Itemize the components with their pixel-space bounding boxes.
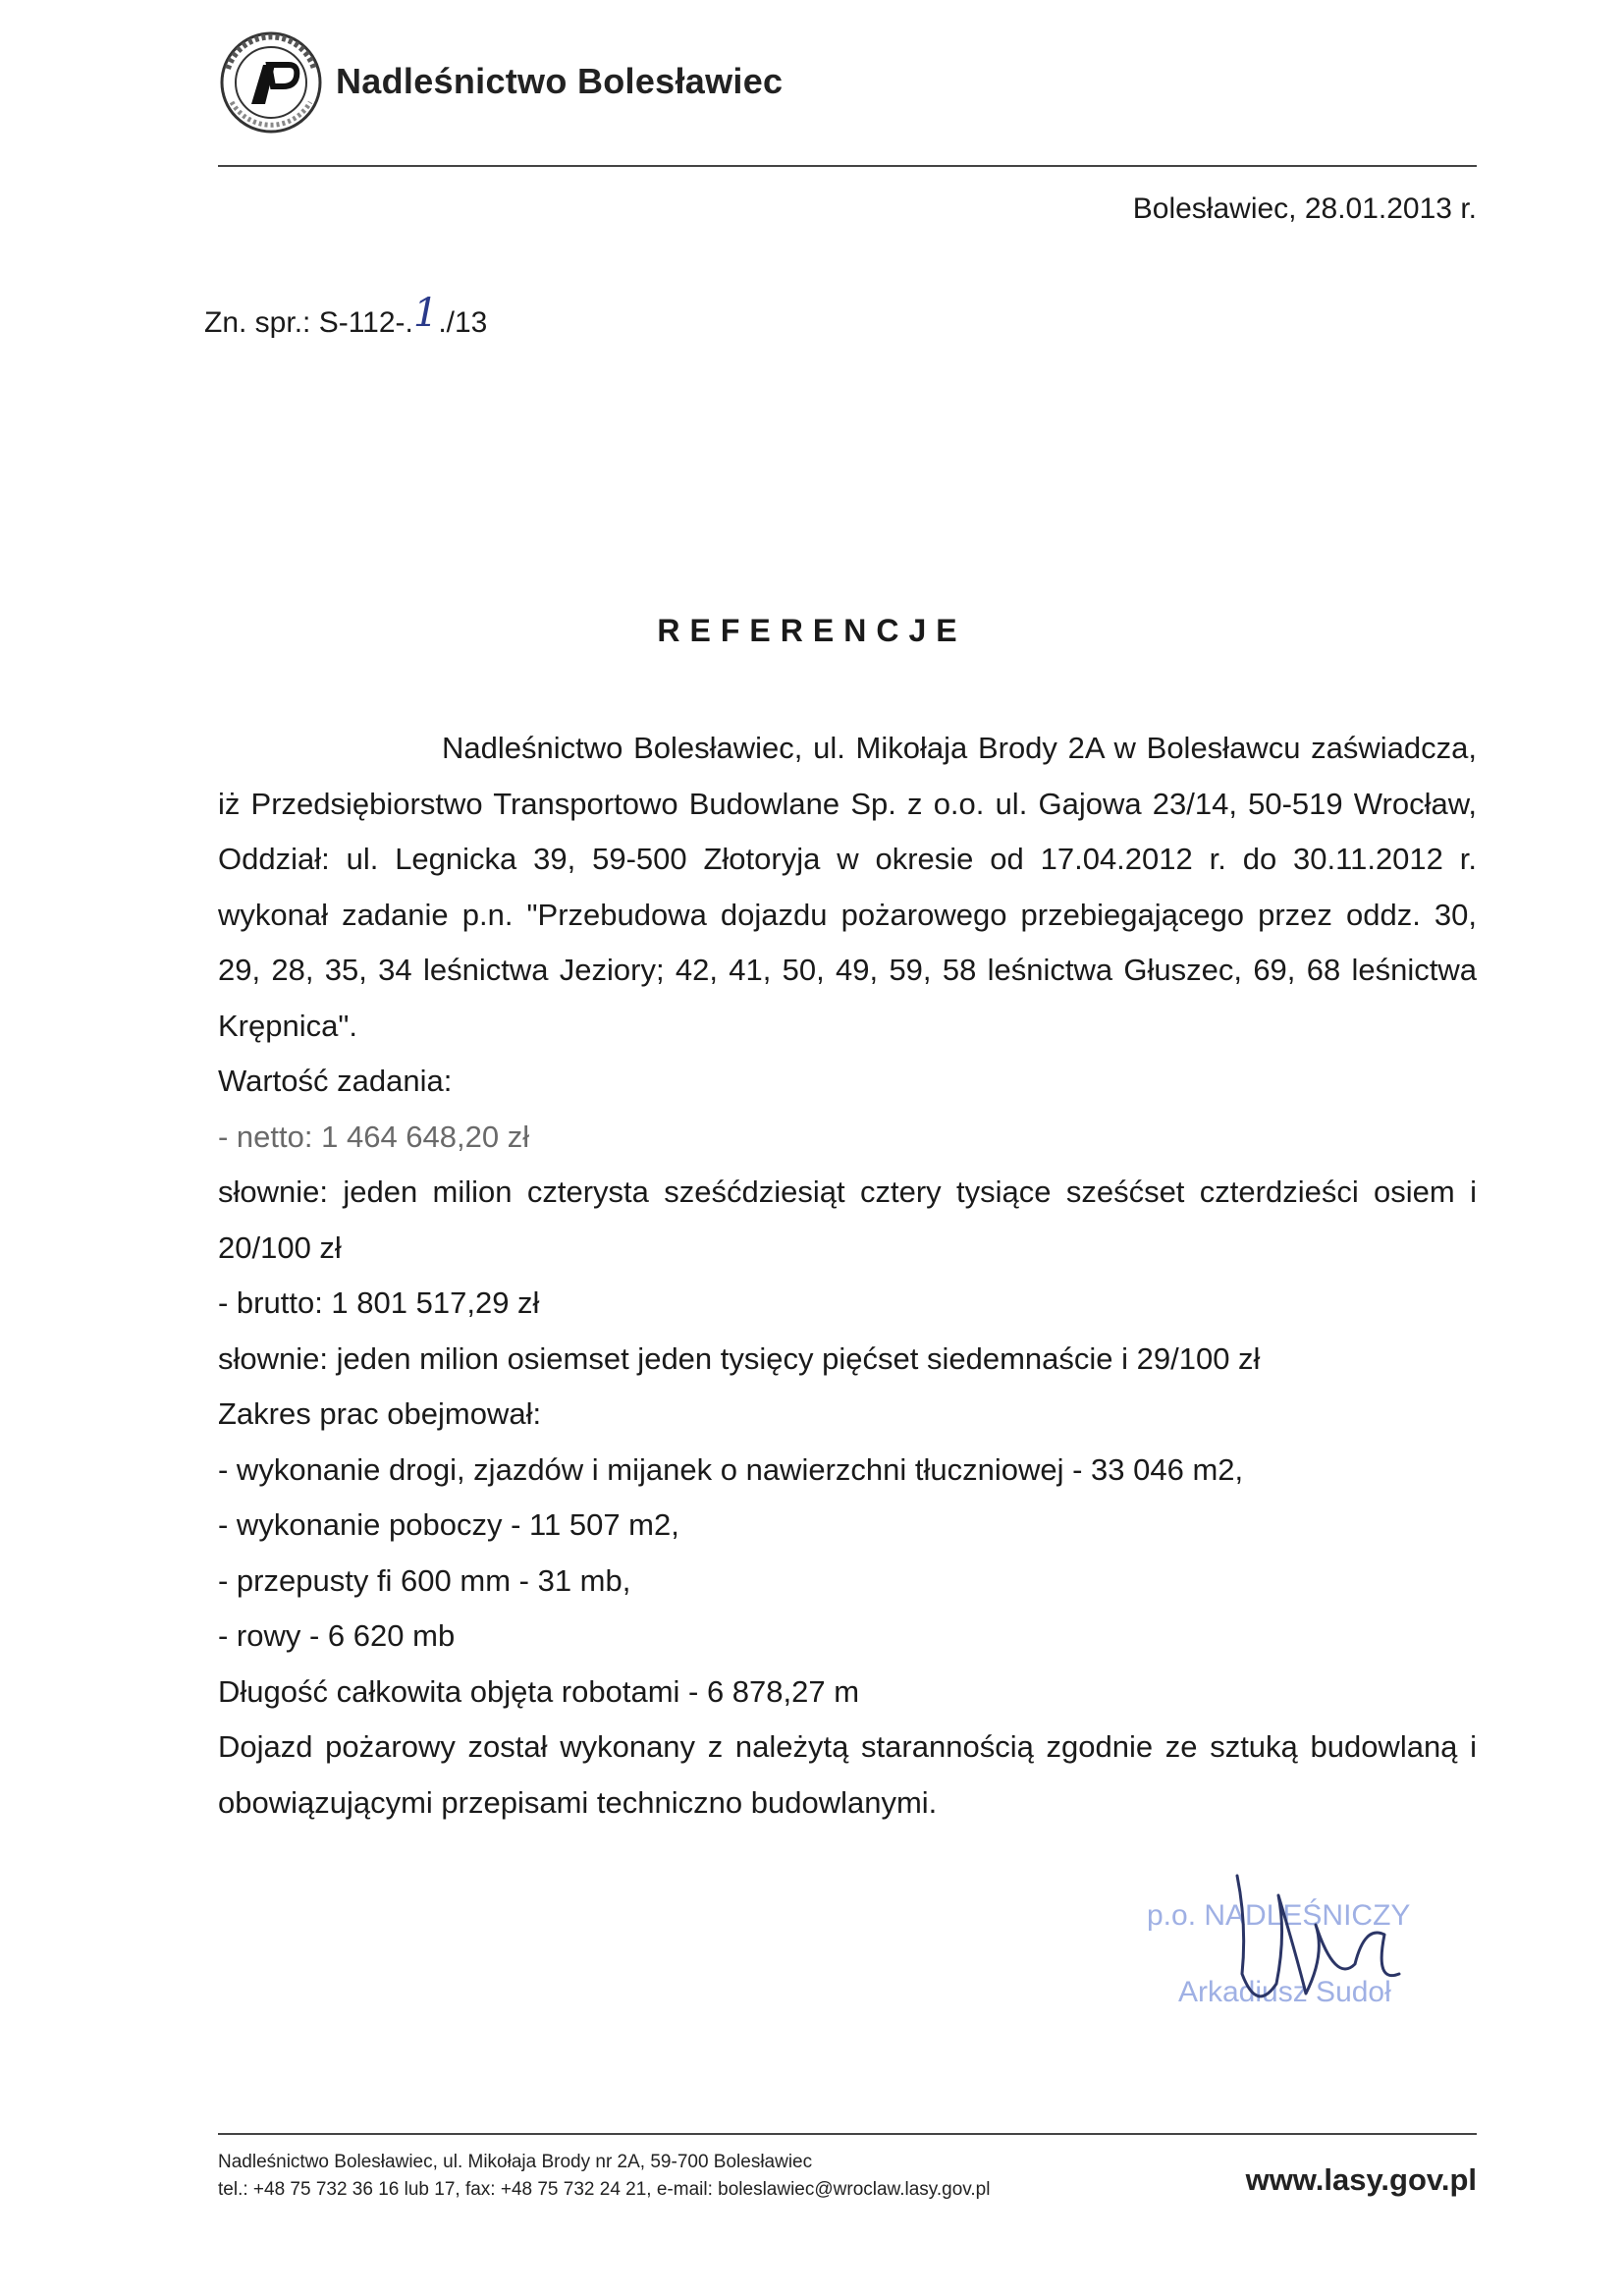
total-length: Długość całkowita objęta robotami - 6 878,27 m [218, 1673, 860, 1709]
reference-number [204, 291, 488, 342]
value-heading: Wartość zadania: [218, 1064, 453, 1098]
handwritten-signature [1218, 1866, 1414, 2033]
brutto-in-words: słownie: jeden milion osiemset jeden tysięcy pięćset siedemnaście i 29/100 zł [218, 1340, 1261, 1376]
lasy-panstwowe-logo-icon [218, 29, 324, 136]
netto-in-words: słownie: jeden milion czterysta sześćdziesiąt cztery tysiące sześćset czterdzieści osiem i 20/100 zł [218, 1175, 1477, 1265]
organization-name: Nadleśnictwo Bolesławiec [336, 61, 784, 101]
brutto-value: - brutto: 1 801 517,29 zł [218, 1285, 540, 1320]
netto-value: - netto: 1 464 648,20 zł [218, 1119, 530, 1154]
footer-contact-line: tel.: +48 75 732 36 16 lub 17, fax: +48 75 732 24 21, e-mail: boleslawiec@wroclaw.lasy.gov.pl [218, 2179, 991, 2200]
header-divider [218, 165, 1477, 167]
signature-stamp-title: p.o. NADLEŚNICZY [1147, 1899, 1411, 1932]
intro-paragraph: Nadleśnictwo Bolesławiec, ul. Mikołaja Brody 2A w Bolesławcu zaświadcza, iż Przedsiębiorstwo Transportowo Budowlane Sp. z o.o. ul. Gajowa 23/14, 50-519 Wrocław, Oddział: ul. Legnicka 39, 59-500 Złotoryja w okresie od 17.04.2012 r. do 30.11.2012 r. wykonał zadanie p.n. "Przebudowa dojazdu pożarowego przebiegającego przez oddz. 30, 29, 28, 35, 34 leśnictwa Jeziory; 42, 41, 50, 49, 59, 58 leśnictwa Głuszec, 69, 68 leśnictwa Krępnica". [218, 731, 1477, 1043]
document-date: Bolesławiec, 28.01.2013 r. [1132, 192, 1477, 225]
scope-item: - przepusty fi 600 mm - 31 mb, [218, 1562, 631, 1598]
footer-website: www.lasy.gov.pl [1245, 2162, 1477, 2197]
signature-stamp-name: Arkadiusz Sudoł [1178, 1976, 1391, 2008]
scope-item: - wykonanie poboczy - 11 507 m2, [218, 1507, 679, 1542]
scope-heading: Zakres prac obejmował: [218, 1396, 542, 1431]
footer-address [218, 2149, 990, 2204]
reference-suffix: ./13 [438, 306, 488, 339]
scope-item: - rowy - 6 620 mb [218, 1618, 456, 1653]
reference-prefix: Zn. spr.: S-112-. [204, 306, 413, 339]
document-title: REFERENCJE [657, 613, 967, 648]
reference-handwritten-number: 1 [412, 291, 439, 336]
document-body [218, 721, 1477, 1831]
footer-divider [218, 2133, 1477, 2135]
closing-paragraph: Dojazd pożarowy został wykonany z należytą starannością zgodnie ze sztuką budowlaną i obowiązującymi przepisami techniczno budowlanymi. [218, 1729, 1477, 1820]
scope-item: - wykonanie drogi, zjazdów i mijanek o nawierzchni tłuczniowej - 33 046 m2, [218, 1451, 1244, 1487]
footer-address-line: Nadleśnictwo Bolesławiec, ul. Mikołaja Brody nr 2A, 59-700 Bolesławiec [218, 2152, 813, 2172]
